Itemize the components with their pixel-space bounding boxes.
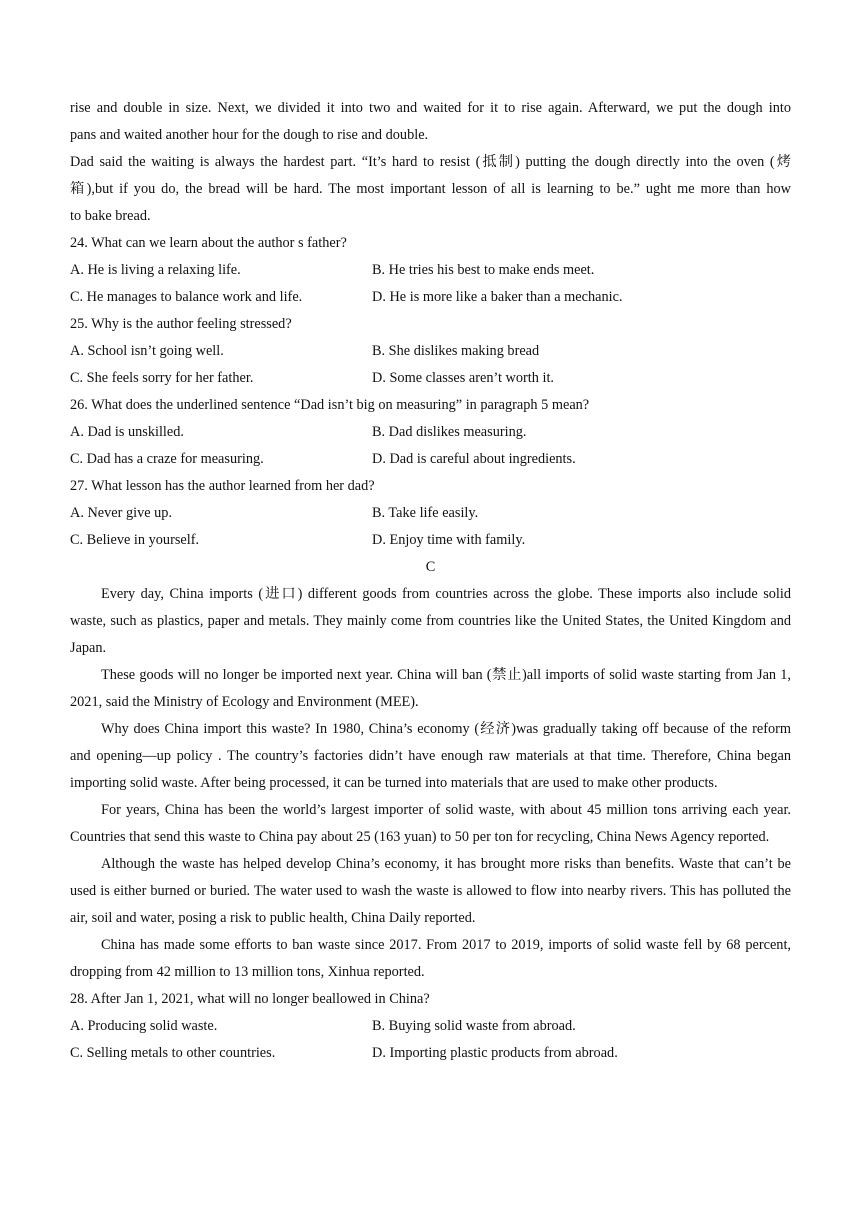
question-27 [70, 473, 791, 554]
question-26 [70, 392, 791, 473]
option-d: D. Enjoy time with family. [372, 532, 526, 548]
question-stem: 24. What can we learn about the author s father? [70, 235, 347, 251]
question-28 [70, 986, 791, 1067]
passage-line: 箱),but if you do, the bread will be hard. The most important lesson of all is learning to be.” ught me more than how [70, 181, 791, 197]
option-a: A. School isn’t going well. [70, 343, 224, 359]
option-c: C. Selling metals to other countries. [70, 1045, 276, 1061]
option-b: B. Dad dislikes measuring. [372, 424, 527, 440]
question-stem: 28. After Jan 1, 2021, what will no longer beallowed in China? [70, 991, 430, 1007]
passage-paragraph: These goods will no longer be imported next year. China will ban (禁止)all imports of solid waste starting from Jan 1, 2021, said the Ministry of Ecology and Environment (MEE). [70, 667, 791, 710]
option-c: C. Dad has a craze for measuring. [70, 451, 264, 467]
passage-paragraph: For years, China has been the world’s largest importer of solid waste, with about 45 million tons arriving each year. Countries that send this waste to China pay about 25 (163 yuan) to 50 per ton for recycling, China News Agency reported. [70, 802, 791, 845]
passage-line: pans and waited another hour for the dough to rise and double. [70, 127, 429, 143]
exam-page [70, 95, 791, 1067]
passage-line: to bake bread. [70, 208, 151, 224]
option-c: C. She feels sorry for her father. [70, 370, 254, 386]
passage-paragraph: Why does China import this waste? In 1980, China’s economy (经济)was gradually taking off because of the reform and opening—up policy . The country’s factories didn’t have enough raw materials at that time. Therefore, China began importing solid waste. After being processed, it can be turned into materials that are used to make other products. [70, 721, 791, 791]
option-c: C. Believe in yourself. [70, 532, 200, 548]
question-stem: 25. Why is the author feeling stressed? [70, 316, 292, 332]
option-a: A. He is living a relaxing life. [70, 262, 241, 278]
passage-paragraph: China has made some efforts to ban waste since 2017. From 2017 to 2019, imports of solid waste fell by 68 percent, dropping from 42 million to 13 million tons, Xinhua reported. [70, 937, 791, 980]
option-d: D. He is more like a baker than a mechanic. [372, 289, 623, 305]
passage-line: rise and double in size. Next, we divided it into two and waited for it to rise again. Afterward, we put the dough into [70, 100, 791, 116]
passage-paragraph: Although the waste has helped develop China’s economy, it has brought more risks than benefits. Waste that can’t be used is either burned or buried. The water used to wash the waste is allowed to flow into nearby rivers. This has polluted the air, soil and water, posing a risk to public health, China Daily reported. [70, 856, 791, 926]
question-stem: 27. What lesson has the author learned from her dad? [70, 478, 375, 494]
option-b: B. Buying solid waste from abroad. [372, 1018, 576, 1034]
option-d: D. Dad is careful about ingredients. [372, 451, 576, 467]
option-b: B. He tries his best to make ends meet. [372, 262, 595, 278]
option-c: C. He manages to balance work and life. [70, 289, 303, 305]
option-a: A. Never give up. [70, 505, 173, 521]
option-d: D. Importing plastic products from abroad. [372, 1045, 618, 1061]
option-b: B. Take life easily. [372, 505, 479, 521]
option-a: A. Producing solid waste. [70, 1018, 218, 1034]
section-heading: C [425, 559, 436, 575]
question-25 [70, 311, 791, 392]
option-a: A. Dad is unskilled. [70, 424, 184, 440]
passage-paragraph: Every day, China imports (进口) different goods from countries across the globe. These imports also include solid waste, such as plastics, paper and metals. They mainly come from countries like the United States, the United Kingdom and Japan. [70, 586, 791, 656]
option-d: D. Some classes aren’t worth it. [372, 370, 554, 386]
question-24 [70, 230, 791, 311]
question-stem: 26. What does the underlined sentence “Dad isn’t big on measuring” in paragraph 5 mean? [70, 397, 590, 413]
option-b: B. She dislikes making bread [372, 343, 540, 359]
passage-line: Dad said the waiting is always the hardest part. “It’s hard to resist (抵制) putting the dough directly into the oven (烤 [70, 154, 791, 170]
